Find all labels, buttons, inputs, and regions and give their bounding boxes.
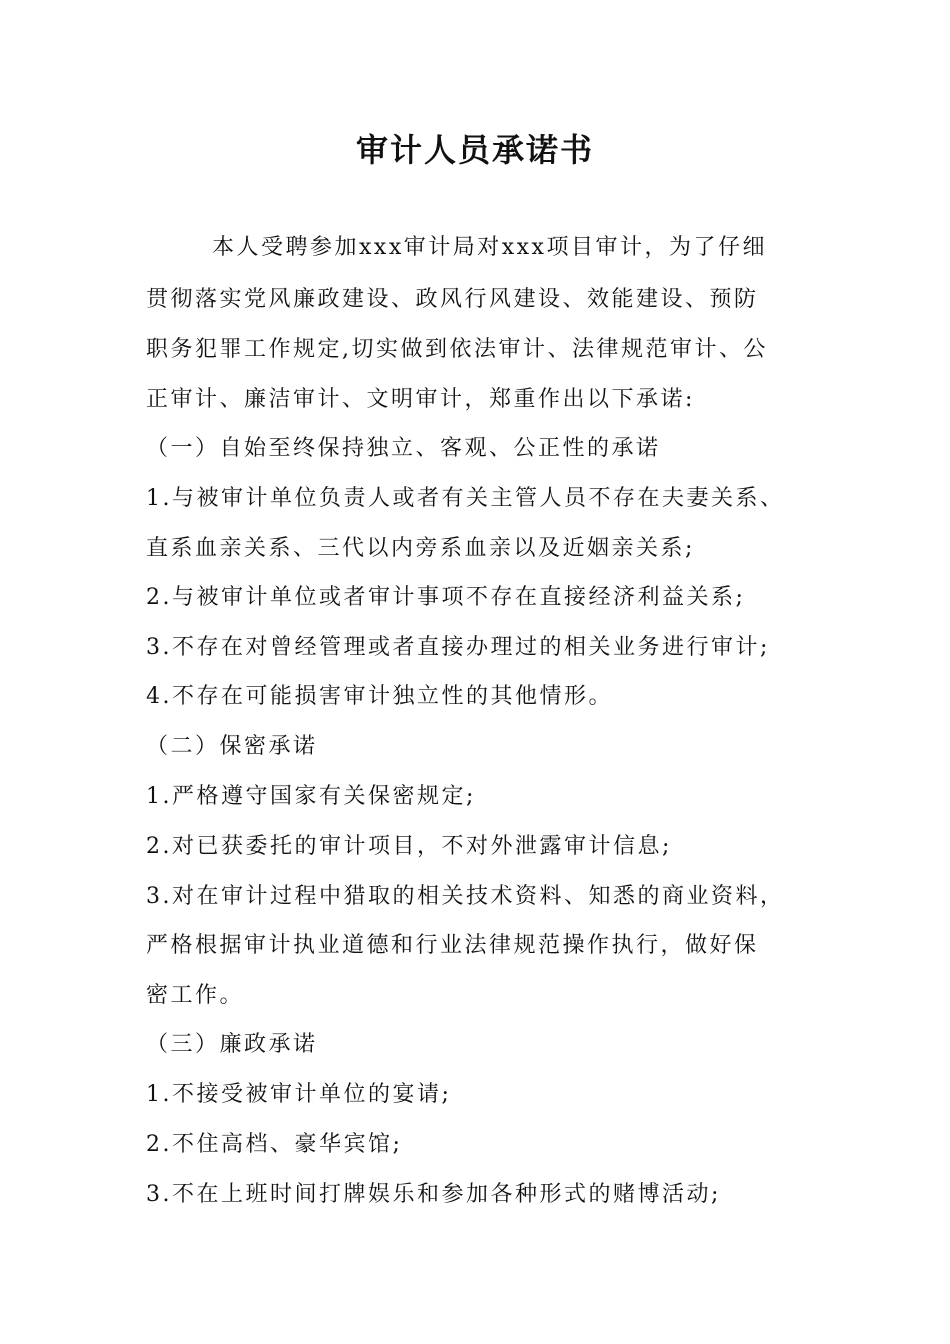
intro-line-2: 贯彻落实党风廉政建设、政风行风建设、效能建设、预防 xyxy=(146,287,759,312)
integrity-item-1: 1.不接受被审计单位的宴请; xyxy=(146,1082,452,1107)
confidentiality-item-3-cont-1: 严格根据审计执业道德和行业法律规范操作执行，做好保 xyxy=(146,933,759,958)
independence-item-3: 3.不存在对曾经管理或者直接办理过的相关业务进行审计; xyxy=(146,635,770,660)
confidentiality-item-3-cont-2: 密工作。 xyxy=(146,983,245,1008)
confidentiality-item-2: 2.对已获委托的审计项目，不对外泄露审计信息; xyxy=(146,834,672,859)
independence-item-1-cont: 直系血亲关系、三代以内旁系血亲以及近姻亲关系; xyxy=(146,536,695,561)
document-title: 审计人员承诺书 xyxy=(355,131,594,169)
confidentiality-item-1: 1.严格遵守国家有关保密规定; xyxy=(146,784,476,809)
intro-line-4: 正审计、廉洁审计、文明审计，郑重作出以下承诺: xyxy=(146,387,695,412)
independence-item-1: 1.与被审计单位负责人或者有关主管人员不存在夫妻关系、 xyxy=(146,486,785,511)
integrity-item-2: 2.不住高档、豪华宾馆; xyxy=(146,1132,403,1157)
section-heading-integrity: （三）廉政承诺 xyxy=(146,1032,318,1057)
intro-line-1: 本人受聘参加xxx审计局对xxx项目审计，为了仔细 xyxy=(212,235,767,260)
section-heading-confidentiality: （二）保密承诺 xyxy=(146,734,318,759)
integrity-item-3: 3.不在上班时间打牌娱乐和参加各种形式的赌博活动; xyxy=(146,1182,721,1207)
independence-item-4: 4.不存在可能损害审计独立性的其他情形。 xyxy=(146,684,613,709)
independence-item-2: 2.与被审计单位或者审计事项不存在直接经济利益关系; xyxy=(146,585,746,610)
intro-line-3: 职务犯罪工作规定,切实做到依法审计、法律规范审计、公 xyxy=(146,337,768,362)
confidentiality-item-3: 3.对在审计过程中猎取的相关技术资料、知悉的商业资料， xyxy=(146,884,785,909)
section-heading-independence: （一）自始至终保持独立、客观、公正性的承诺 xyxy=(146,436,661,461)
